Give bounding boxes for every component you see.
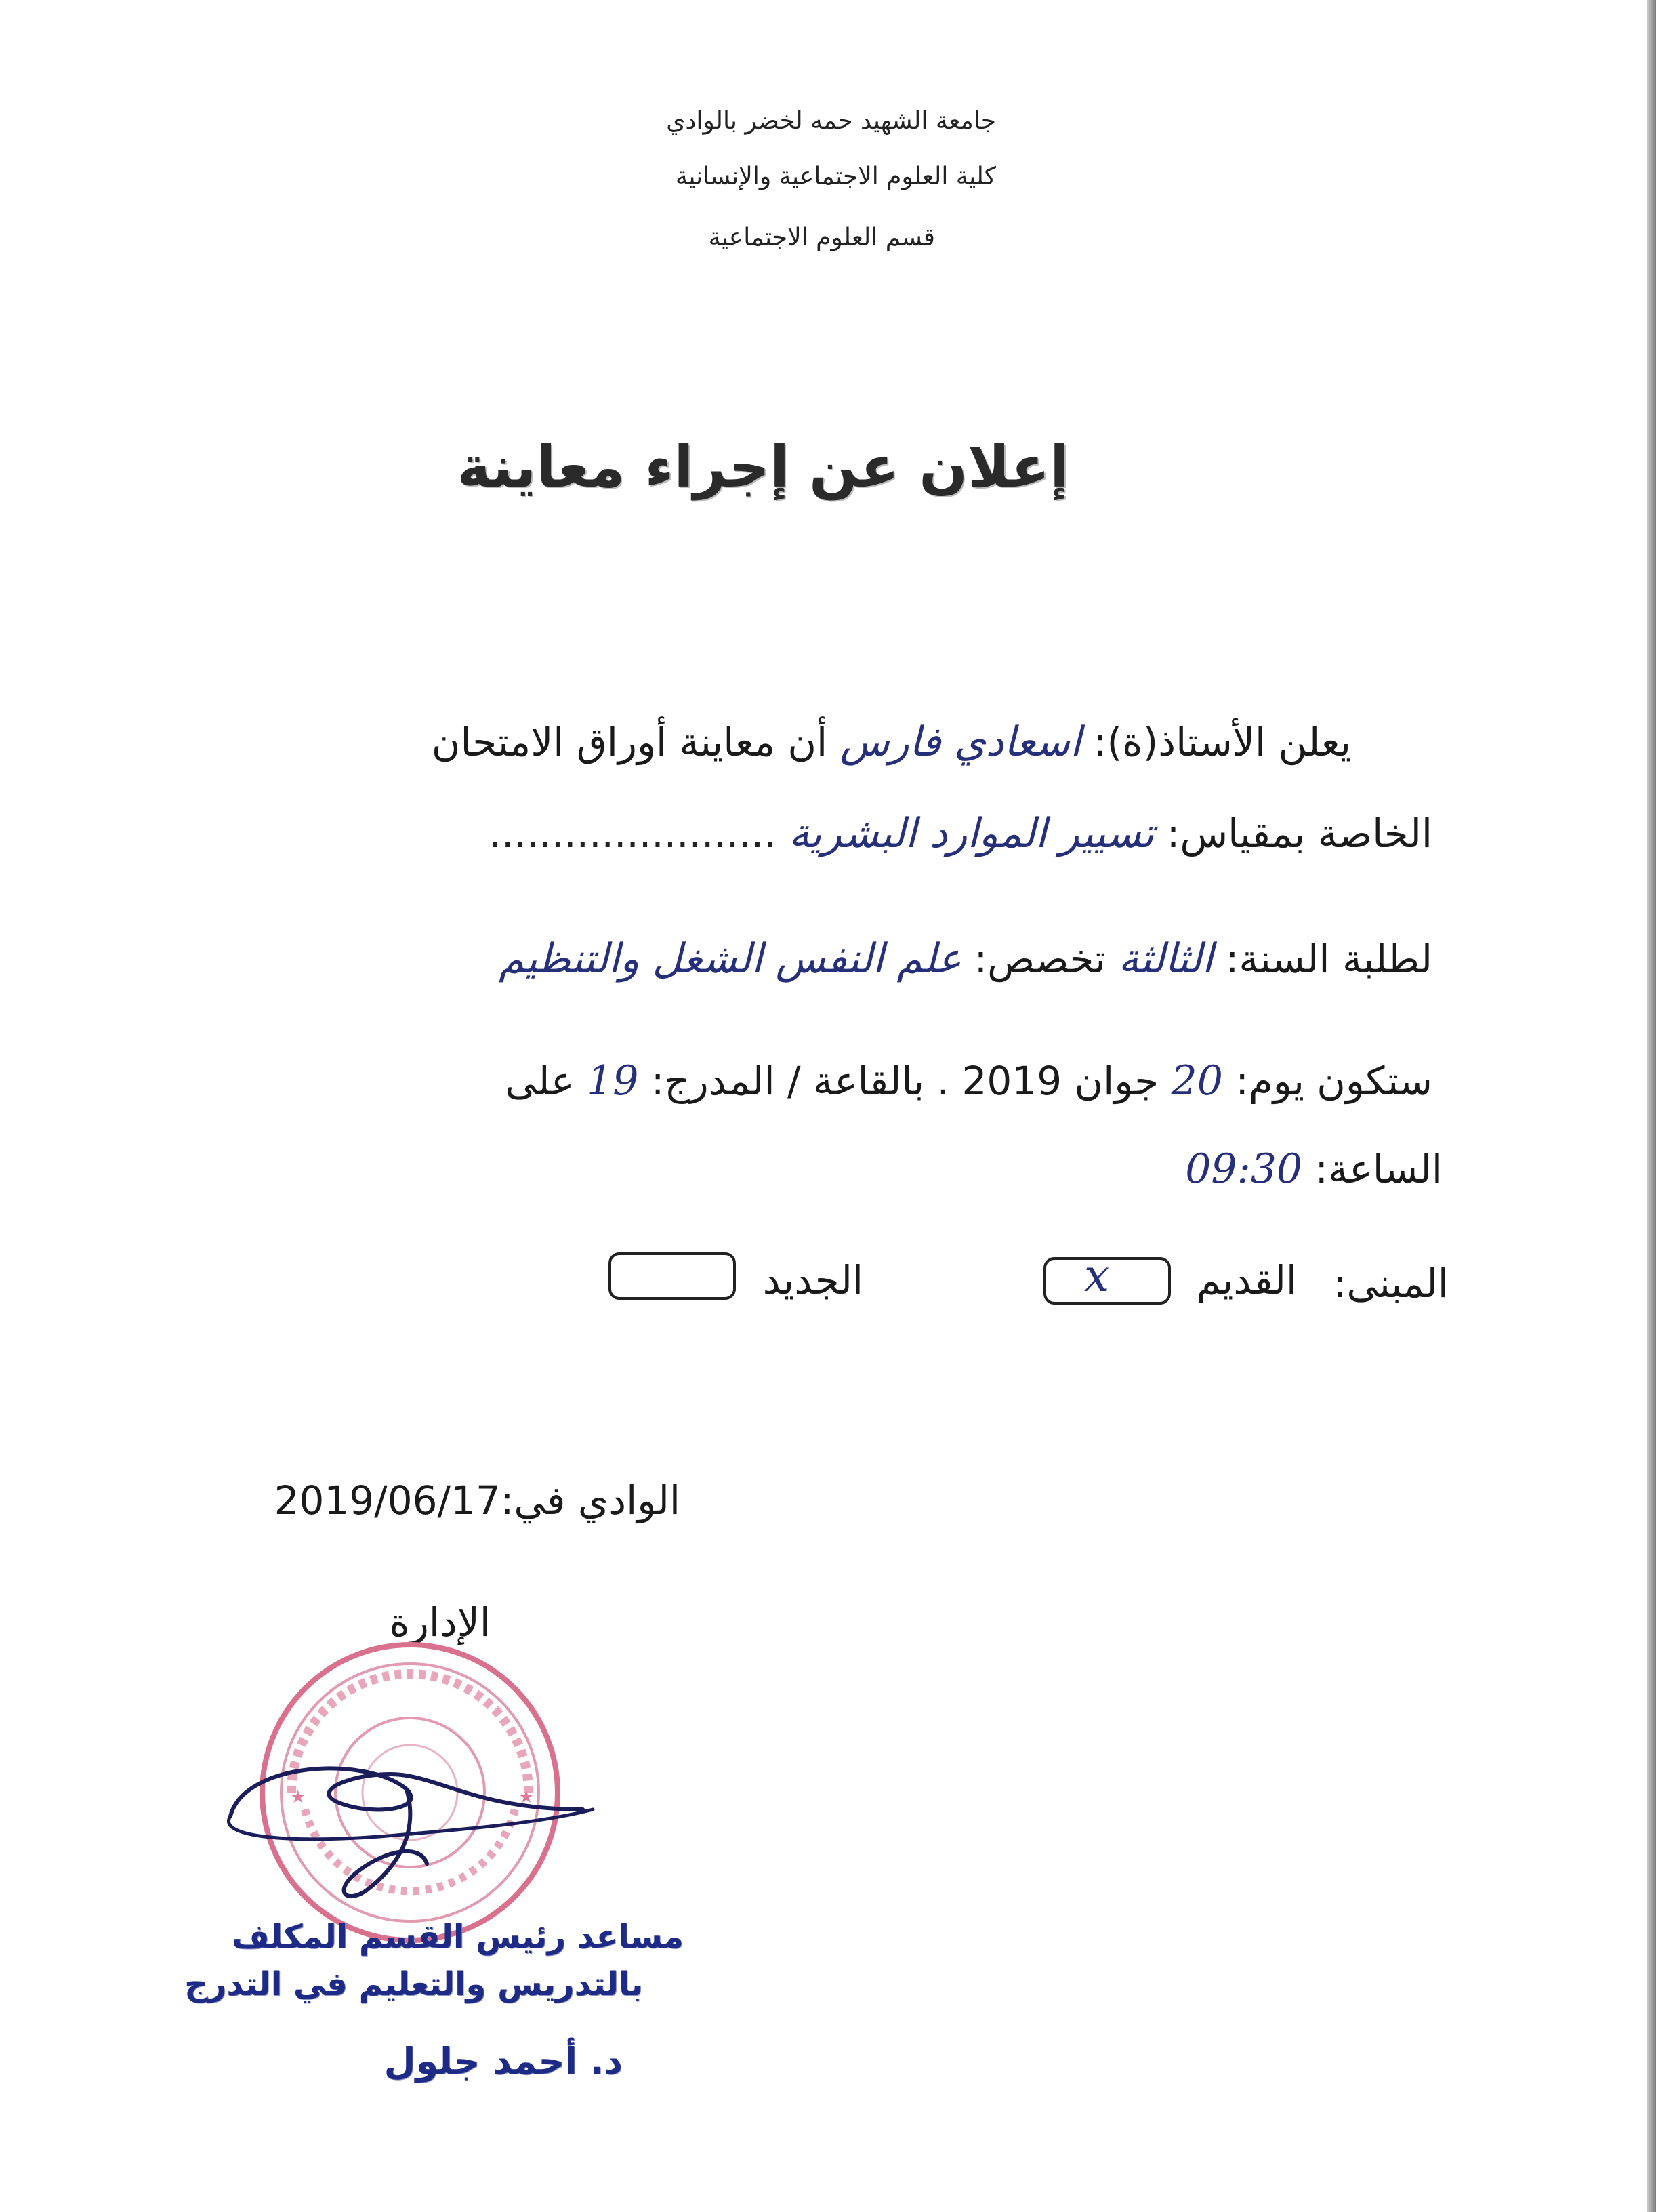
- line1-prefix: يعلن الأستاذ(ة):: [1094, 719, 1351, 765]
- document-title: إعلان عن إجراء معاينة: [457, 434, 1069, 500]
- hall-number: 19: [587, 1057, 639, 1105]
- building-label: المبنى:: [1333, 1261, 1449, 1307]
- study-year: الثالثة: [1118, 935, 1214, 983]
- line2-dots: .......................: [489, 811, 777, 857]
- building-old-label: القديم: [1196, 1257, 1297, 1303]
- signatory-title-line-1: مساعد رئيس القسم المكلف: [231, 1918, 684, 1956]
- page-edge-shadow: [1647, 0, 1656, 2212]
- specialty-label: تخصص:: [974, 936, 1106, 982]
- date-line: [274, 1477, 680, 1523]
- line4-prefix: ستكون يوم:: [1235, 1058, 1432, 1104]
- exam-time: 09:30: [1185, 1145, 1303, 1193]
- old-building-mark: x: [1084, 1250, 1110, 1302]
- university-name: جامعة الشهيد حمه لخضر بالوادي: [666, 107, 996, 135]
- professor-name: اسعادي فارس: [840, 718, 1081, 766]
- line2-prefix: الخاصة بمقياس:: [1166, 811, 1432, 857]
- document-date: 2019/06/17: [274, 1477, 501, 1523]
- svg-text:★: ★: [290, 1787, 306, 1807]
- time-label: الساعة:: [1315, 1146, 1443, 1192]
- announcement-line-1: [432, 718, 1351, 766]
- line4-suffix: على: [505, 1058, 575, 1104]
- signature-scribble-icon: [203, 1735, 610, 1925]
- line1-suffix: أن معاينة أوراق الامتحان: [431, 719, 828, 765]
- new-building-checkbox: [608, 1252, 736, 1300]
- signatory-title-line-2: بالتدريس والتعليم في التدرج: [184, 1965, 643, 2003]
- specialty-name: علم النفس الشغل والتنظيم: [499, 935, 962, 983]
- faculty-name: كلية العلوم الاجتماعية والإنسانية: [676, 163, 996, 190]
- announcement-line-3: [499, 935, 1432, 983]
- announcement-line-5: [1185, 1145, 1443, 1193]
- signatory-name: د. أحمد جلول: [384, 2040, 623, 2083]
- svg-text:★: ★: [518, 1787, 535, 1807]
- announcement-line-2: [489, 810, 1432, 857]
- administration-label: الإدارة: [389, 1599, 491, 1645]
- exam-day: 20: [1171, 1057, 1223, 1105]
- announcement-line-4: [505, 1057, 1432, 1105]
- month-and-hall: جوان 2019 . بالقاعة / المدرج:: [650, 1058, 1159, 1104]
- module-name: تسيير الموارد البشرية: [789, 810, 1155, 857]
- line3-prefix: لطلبة السنة:: [1225, 936, 1432, 982]
- department-name: قسم العلوم الاجتماعية: [708, 224, 935, 251]
- building-new-label: الجديد: [762, 1257, 863, 1303]
- date-prefix: الوادي في:: [500, 1477, 680, 1523]
